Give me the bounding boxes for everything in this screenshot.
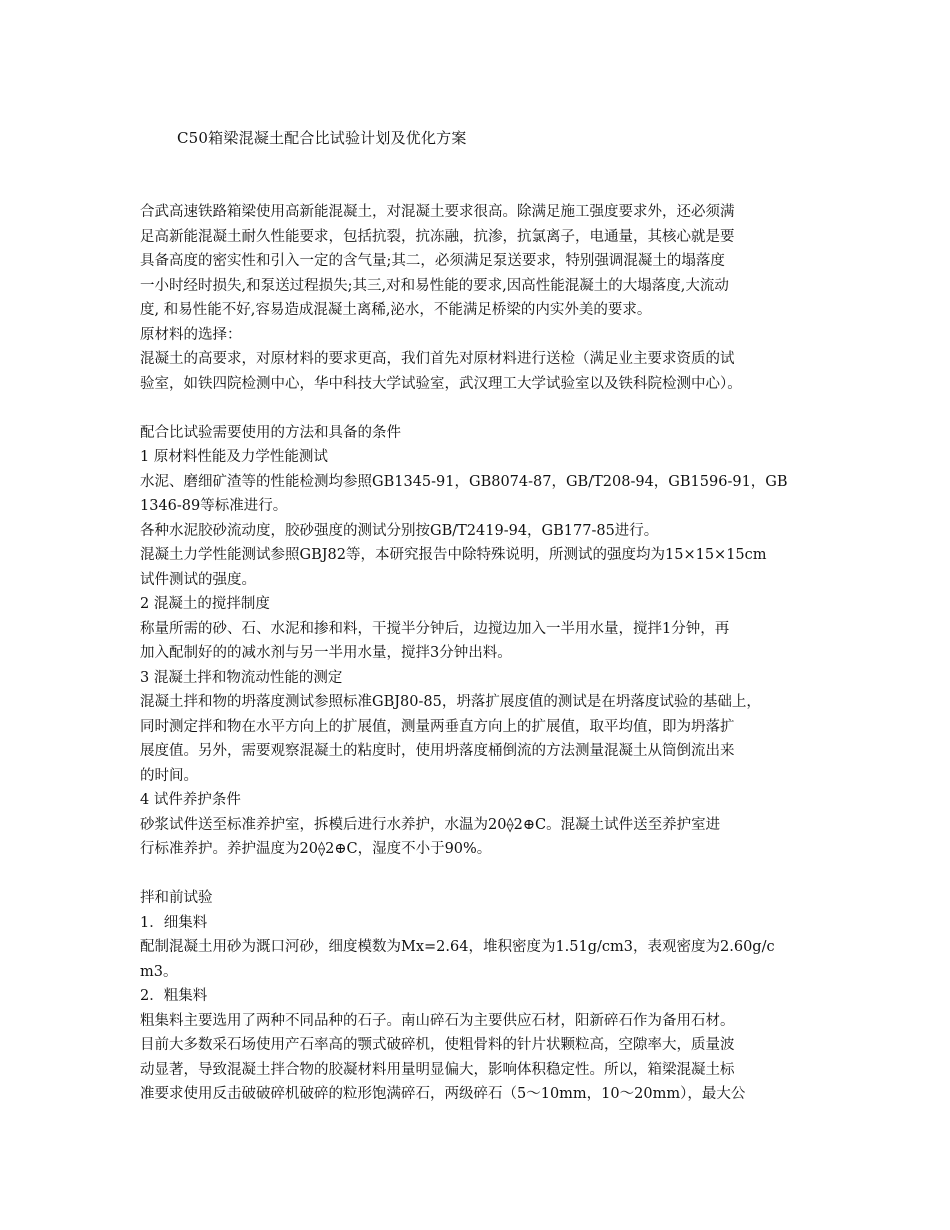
text-line: 水泥、磨细矿渣等的性能检测均参照GB1345-91，GB8074-87，GB/T208-94，GB1596-91，GB xyxy=(140,473,788,490)
text-line: 验室，如铁四院检测中心，华中科技大学试验室，武汉理工大学试验室以及铁科院检测中心）。 xyxy=(140,375,742,392)
text-line: 的时间。 xyxy=(140,767,198,784)
text-line: 行标准养护。养护温度为20⟠2⊕C，湿度不小于90%。 xyxy=(140,841,492,857)
text-line: 试件测试的强度。 xyxy=(140,571,256,588)
text-line: 称量所需的砂、石、水泥和掺和料，干搅半分钟后，边搅边加入一半用水量，搅拌1分钟，再 xyxy=(140,620,730,637)
text-line: 一小时经时损失,和泵送过程损失;其三,对和易性能的要求,因高性能混凝土的大塌落度,大流动 xyxy=(140,277,729,294)
text-line: 动显著，导致混凝土拌合物的胶凝材料用量明显偏大，影响体积稳定性。所以，箱梁混凝土标 xyxy=(140,1061,735,1078)
text-line: 1．细集料 xyxy=(140,914,208,931)
text-line: 拌和前试验 xyxy=(140,890,213,906)
text-line: 度, 和易性能不好,容易造成混凝土离稀,泌水，不能满足桥梁的内实外美的要求。 xyxy=(140,302,652,318)
blank-line xyxy=(140,862,820,887)
text-line: 展度值。另外，需要观察混凝土的粘度时，使用坍落度桶倒流的方法测量混凝土从筒倒流出来 xyxy=(140,743,735,759)
text-line: 加入配制好的的减水剂与另一半用水量，搅拌3分钟出料。 xyxy=(140,645,512,661)
text-line: 粗集料主要选用了两种不同品种的石子。南山碎石为主要供应石材，阳新碎石作为备用石材。 xyxy=(140,1012,735,1029)
text-line: 砂浆试件送至标准养护室，拆模后进行水养护，水温为20⟠2⊕C。混凝土试件送至养护室进 xyxy=(140,816,721,833)
text-line: 准要求使用反击破破碎机破碎的粒形饱满碎石，两级碎石（5～10mm，10～20mm），最大公 xyxy=(140,1086,746,1102)
document-body xyxy=(140,200,820,1107)
document-title: C50箱梁混凝土配合比试验计划及优化方案 xyxy=(177,129,467,147)
text-line: 2 混凝土的搅拌制度 xyxy=(140,596,270,612)
text-line: 原材料的选择： xyxy=(140,326,242,343)
text-line: 目前大多数采石场使用产石率高的颚式破碎机，使粗骨料的针片状颗粒高，空隙率大，质量波 xyxy=(140,1037,735,1053)
text-line: 2．粗集料 xyxy=(140,988,208,1004)
text-line: 1 原材料性能及力学性能测试 xyxy=(140,449,328,465)
text-line: 混凝土力学性能测试参照GBJ82等，本研究报告中除特殊说明，所测试的强度均为15×15×15cm xyxy=(140,547,767,563)
text-line: 配制混凝土用砂为溉口河砂，细度模数为Mx=2.64，堆积密度为1.51g/cm3，表观密度为2.60g/c xyxy=(140,939,775,955)
text-line: 具备高度的密实性和引入一定的含气量;其二，必须满足泵送要求，特别强调混凝土的塌落度 xyxy=(140,253,725,269)
text-line: 配合比试验需要使用的方法和具备的条件 xyxy=(140,424,401,441)
text-line: 混凝土拌和物的坍落度测试参照标准GBJ80-85，坍落扩展度值的测试是在坍落度试验的基础上， xyxy=(140,694,761,710)
blank-line xyxy=(140,396,820,421)
text-line: m3。 xyxy=(140,963,178,980)
text-line: 4 试件养护条件 xyxy=(140,792,241,808)
text-line: 足高新能混凝土耐久性能要求，包括抗裂，抗冻融，抗渗，抗氯离子，电通量，其核心就是要 xyxy=(140,228,735,245)
text-line: 同时测定拌和物在水平方向上的扩展值，测量两垂直方向上的扩展值，取平均值，即为坍落扩 xyxy=(140,718,735,735)
text-line: 1346-89等标准进行。 xyxy=(140,498,288,514)
text-line: 各种水泥胶砂流动度，胶砂强度的测试分别按GB/T2419-94，GB177-85进行。 xyxy=(140,522,659,539)
text-line: 混凝土的高要求，对原材料的要求更高，我们首先对原材料进行送检（满足业主要求资质的试 xyxy=(140,351,735,367)
text-line: 合武高速铁路箱梁使用高新能混凝土，对混凝土要求很高。除满足施工强度要求外，还必须满 xyxy=(140,204,735,220)
text-line: 3 混凝土拌和物流动性能的测定 xyxy=(140,669,343,686)
